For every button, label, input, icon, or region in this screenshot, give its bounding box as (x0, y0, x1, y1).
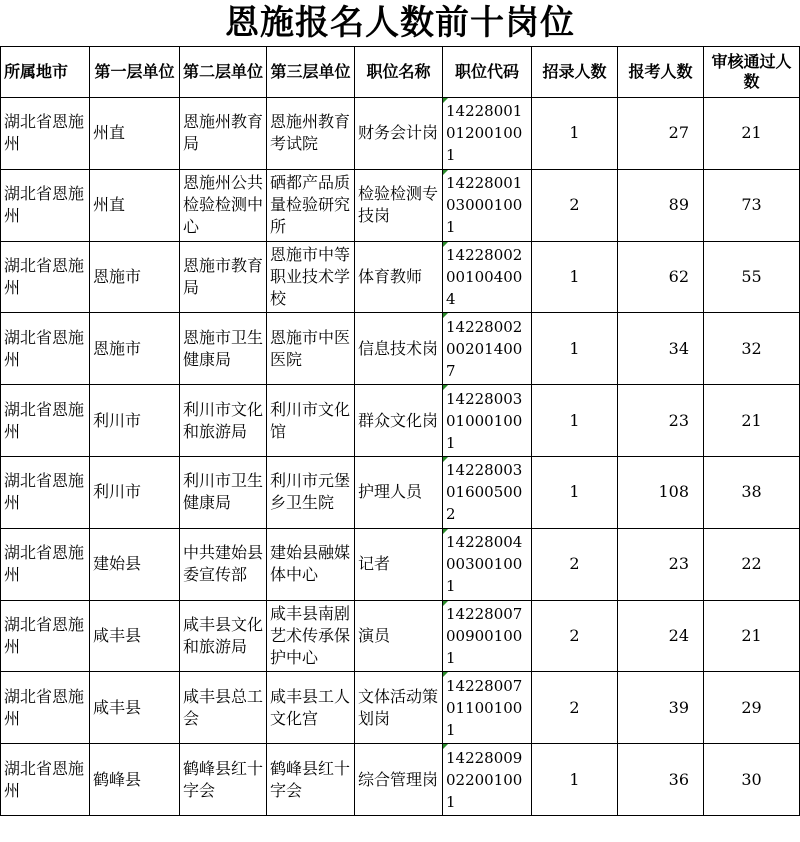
cell-position-name: 综合管理岗 (355, 744, 443, 816)
table-row (1, 456, 800, 528)
cell-approved: 73 (704, 169, 800, 241)
position-code-text: 14228001012001001 (446, 102, 523, 165)
text-number-flag-icon (443, 98, 448, 103)
cell-level1: 建始县 (90, 528, 180, 600)
cell-position-code (443, 241, 532, 313)
text-number-flag-icon (443, 170, 448, 175)
cell-applicants: 27 (618, 98, 704, 170)
cell-approved: 32 (704, 313, 800, 385)
cell-level1: 恩施市 (90, 313, 180, 385)
cell-applicants: 23 (618, 528, 704, 600)
cell-position-name: 文体活动策划岗 (355, 672, 443, 744)
cell-position-code (443, 744, 532, 816)
cell-level1: 咸丰县 (90, 672, 180, 744)
position-code-text: 14228002001004004 (446, 245, 523, 308)
position-code-text: 14228009022001001 (446, 748, 523, 811)
cell-level2: 咸丰县总工会 (180, 672, 267, 744)
cell-recruit-count: 2 (532, 600, 618, 672)
position-code-text: 14228007009001001 (446, 604, 523, 667)
cell-level1: 利川市 (90, 456, 180, 528)
cell-applicants: 24 (618, 600, 704, 672)
cell-region: 湖北省恩施州 (1, 385, 90, 457)
position-code-text: 14228002002014007 (446, 317, 523, 380)
cell-level3: 恩施市中医医院 (267, 313, 355, 385)
cell-approved: 21 (704, 600, 800, 672)
cell-level3: 恩施市中等职业技术学校 (267, 241, 355, 313)
cell-level2: 恩施州公共检验检测中心 (180, 169, 267, 241)
cell-position-code (443, 600, 532, 672)
table-row (1, 528, 800, 600)
cell-level2: 咸丰县文化和旅游局 (180, 600, 267, 672)
cell-level3: 恩施州教育考试院 (267, 98, 355, 170)
cell-level1: 咸丰县 (90, 600, 180, 672)
table-row (1, 241, 800, 313)
cell-recruit-count: 2 (532, 169, 618, 241)
cell-position-code (443, 98, 532, 170)
cell-level1: 恩施市 (90, 241, 180, 313)
text-number-flag-icon (443, 672, 448, 677)
cell-applicants: 36 (618, 744, 704, 816)
cell-recruit-count: 1 (532, 385, 618, 457)
position-code-text: 14228007011001001 (446, 676, 523, 739)
cell-level3: 硒都产品质量检验研究所 (267, 169, 355, 241)
cell-level1: 州直 (90, 98, 180, 170)
header-recruit-count: 招录人数 (532, 47, 618, 98)
text-number-flag-icon (443, 601, 448, 606)
table-row (1, 600, 800, 672)
cell-level2: 恩施市卫生健康局 (180, 313, 267, 385)
header-level3: 第三层单位 (267, 47, 355, 98)
header-approved: 审核通过人数 (704, 47, 800, 98)
cell-position-name: 演员 (355, 600, 443, 672)
cell-approved: 55 (704, 241, 800, 313)
cell-approved: 29 (704, 672, 800, 744)
table-row (1, 313, 800, 385)
cell-level3: 鹤峰县红十字会 (267, 744, 355, 816)
cell-level1: 鹤峰县 (90, 744, 180, 816)
cell-recruit-count: 2 (532, 672, 618, 744)
cell-level2: 恩施市教育局 (180, 241, 267, 313)
header-level1: 第一层单位 (90, 47, 180, 98)
text-number-flag-icon (443, 385, 448, 390)
cell-position-code (443, 672, 532, 744)
cell-approved: 38 (704, 456, 800, 528)
table-row (1, 169, 800, 241)
header-level2: 第二层单位 (180, 47, 267, 98)
header-position-name: 职位名称 (355, 47, 443, 98)
cell-recruit-count: 1 (532, 98, 618, 170)
cell-level2: 恩施州教育局 (180, 98, 267, 170)
cell-approved: 30 (704, 744, 800, 816)
cell-level2: 利川市文化和旅游局 (180, 385, 267, 457)
cell-position-name: 财务会计岗 (355, 98, 443, 170)
cell-position-name: 记者 (355, 528, 443, 600)
header-position-code: 职位代码 (443, 47, 532, 98)
header-applicants: 报考人数 (618, 47, 704, 98)
cell-position-code (443, 528, 532, 600)
cell-level3: 利川市元堡乡卫生院 (267, 456, 355, 528)
cell-recruit-count: 1 (532, 313, 618, 385)
table-row (1, 98, 800, 170)
cell-level2: 中共建始县委宣传部 (180, 528, 267, 600)
header-region: 所属地市 (1, 47, 90, 98)
table-row (1, 744, 800, 816)
cell-position-name: 信息技术岗 (355, 313, 443, 385)
text-number-flag-icon (443, 457, 448, 462)
table-row (1, 385, 800, 457)
cell-region: 湖北省恩施州 (1, 672, 90, 744)
cell-region: 湖北省恩施州 (1, 744, 90, 816)
cell-level1: 利川市 (90, 385, 180, 457)
cell-approved: 22 (704, 528, 800, 600)
cell-recruit-count: 1 (532, 241, 618, 313)
cell-applicants: 39 (618, 672, 704, 744)
position-code-text: 14228003016005002 (446, 461, 523, 524)
page-title: 恩施报名人数前十岗位 (225, 3, 575, 43)
cell-level3: 建始县融媒体中心 (267, 528, 355, 600)
cell-applicants: 62 (618, 241, 704, 313)
positions-table (0, 46, 800, 816)
cell-region: 湖北省恩施州 (1, 528, 90, 600)
cell-level3: 利川市文化馆 (267, 385, 355, 457)
cell-level3: 咸丰县南剧艺术传承保护中心 (267, 600, 355, 672)
cell-applicants: 34 (618, 313, 704, 385)
cell-level1: 州直 (90, 169, 180, 241)
table-body (1, 98, 800, 816)
cell-region: 湖北省恩施州 (1, 241, 90, 313)
cell-applicants: 23 (618, 385, 704, 457)
text-number-flag-icon (443, 744, 448, 749)
position-code-text: 14228004003001001 (446, 533, 523, 596)
cell-approved: 21 (704, 385, 800, 457)
table-row (1, 672, 800, 744)
header-row (1, 47, 800, 98)
cell-applicants: 108 (618, 456, 704, 528)
cell-recruit-count: 1 (532, 456, 618, 528)
cell-level2: 利川市卫生健康局 (180, 456, 267, 528)
text-number-flag-icon (443, 242, 448, 247)
cell-level2: 鹤峰县红十字会 (180, 744, 267, 816)
cell-region: 湖北省恩施州 (1, 456, 90, 528)
cell-region: 湖北省恩施州 (1, 600, 90, 672)
cell-level3: 咸丰县工人文化宫 (267, 672, 355, 744)
cell-position-code (443, 456, 532, 528)
cell-position-name: 群众文化岗 (355, 385, 443, 457)
cell-position-name: 体育教师 (355, 241, 443, 313)
cell-applicants: 89 (618, 169, 704, 241)
cell-position-code (443, 385, 532, 457)
text-number-flag-icon (443, 529, 448, 534)
position-code-text: 14228001030001001 (446, 174, 523, 237)
cell-recruit-count: 1 (532, 744, 618, 816)
position-code-text: 14228003010001001 (446, 389, 523, 452)
cell-position-name: 护理人员 (355, 456, 443, 528)
cell-approved: 21 (704, 98, 800, 170)
cell-position-code (443, 169, 532, 241)
cell-position-name: 检验检测专技岗 (355, 169, 443, 241)
cell-recruit-count: 2 (532, 528, 618, 600)
cell-region: 湖北省恩施州 (1, 98, 90, 170)
text-number-flag-icon (443, 313, 448, 318)
cell-position-code (443, 313, 532, 385)
cell-region: 湖北省恩施州 (1, 313, 90, 385)
cell-region: 湖北省恩施州 (1, 169, 90, 241)
